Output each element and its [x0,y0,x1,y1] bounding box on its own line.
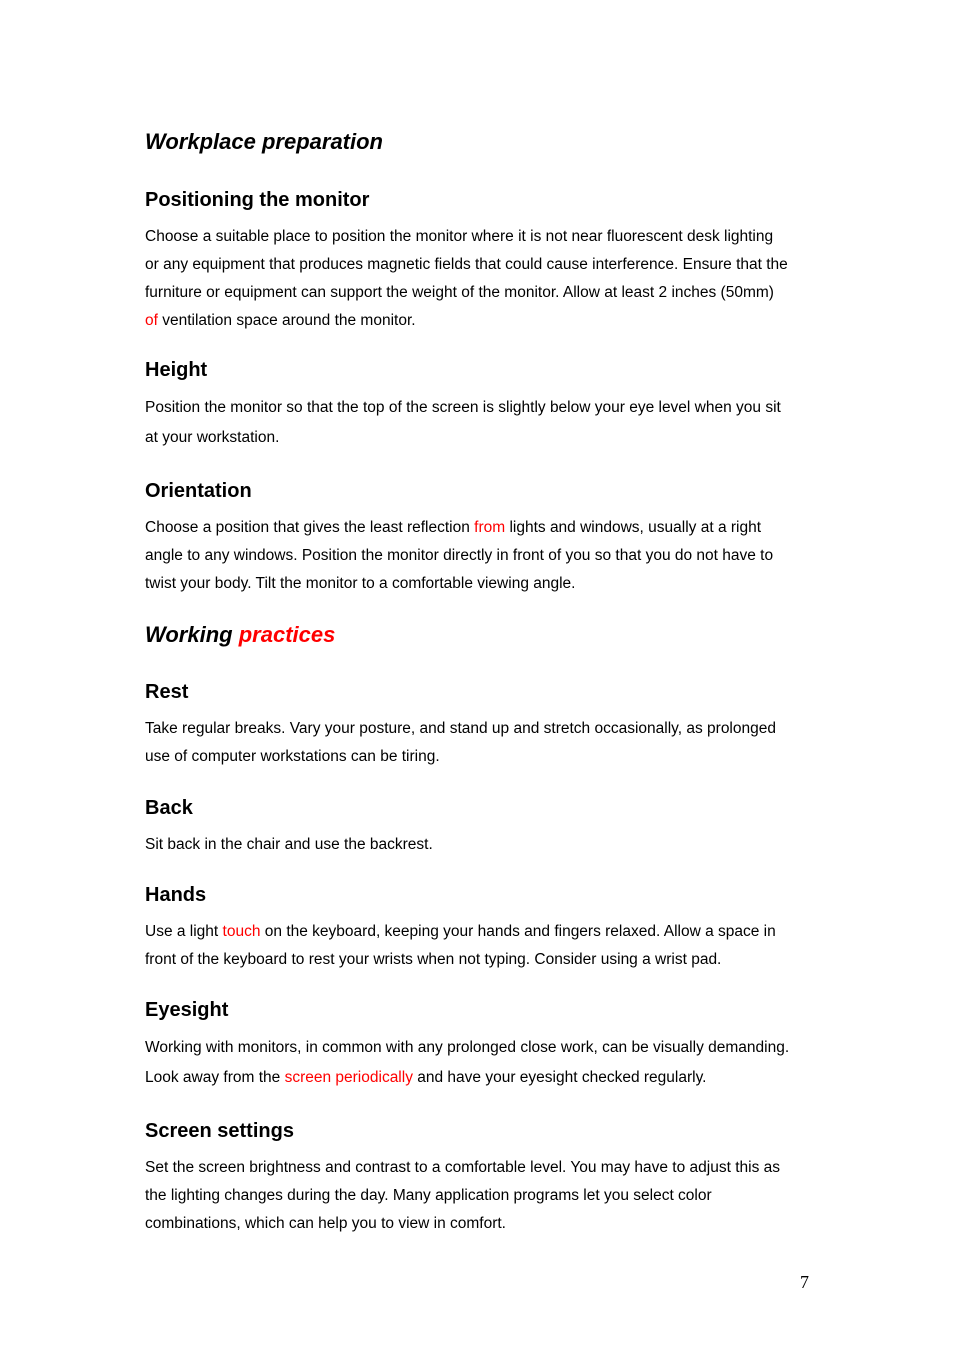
subheading-text: Orientation [145,480,252,502]
heading-rest [145,680,825,704]
paragraph-height [145,394,825,452]
paragraph-line: Sit back in the chair and use the backrest. [145,836,433,853]
subheading-text: Positioning the monitor [145,189,370,211]
paragraph-positioning [145,223,825,335]
highlighted-word: of [145,312,158,329]
paragraph-line: twist your body. Tilt the monitor to a comfortable viewing angle. [145,575,576,592]
line-text: Use a light [145,923,223,940]
section-title-working-practices [145,622,825,648]
paragraph-orientation [145,514,825,598]
heading-positioning-the-monitor [145,188,825,212]
paragraph-rest [145,715,825,771]
subheading-text: Rest [145,681,189,703]
page-number: 7 [800,1272,809,1292]
subheading-text: Height [145,359,208,381]
paragraph-line: angle to any windows. Position the monitor directly in front of you so that you do not have to [145,547,774,564]
heading-height [145,358,825,382]
paragraph-line: the lighting changes during the day. Many application programs let you select color [145,1187,712,1204]
paragraph-line: furniture or equipment can support the weight of the monitor. Allow at least 2 inches (50mm) [145,284,774,301]
highlighted-word: touch [222,923,261,940]
heading-screen-settings [145,1119,825,1143]
heading-back [145,796,825,820]
paragraph-line: front of the keyboard to rest your wrists when not typing. Consider using a wrist pad. [145,951,722,968]
paragraph-line: or any equipment that produces magnetic fields that could cause interference. Ensure that the [145,256,788,273]
paragraph-line: Choose a suitable place to position the monitor where it is not near fluorescent desk lighting [145,228,774,245]
line-text: Choose a position that gives the least reflection [145,519,475,536]
line-text: and have your eyesight checked regularly. [412,1069,707,1086]
paragraph-line: at your workstation. [145,429,280,446]
paragraph-line: Set the screen brightness and contrast to a comfortable level. You may have to adjust this as [145,1159,781,1176]
paragraph-line [145,307,825,335]
line-text: on the keyboard, keeping your hands and fingers relaxed. Allow a space in [260,923,776,940]
paragraph-back [145,831,825,859]
highlighted-word: from [474,519,506,536]
line-text: lights and windows, usually at a right [505,519,762,536]
paragraph-hands [145,918,825,974]
paragraph-line [145,1064,825,1092]
paragraph-eyesight [145,1034,825,1092]
paragraph-line [145,918,825,946]
line-text: Look away from the [145,1069,285,1086]
paragraph-screen-settings [145,1154,825,1238]
highlighted-word: practices [238,622,336,647]
section-title-text: Workplace preparation [145,129,383,154]
section-title-workplace-preparation [145,129,825,155]
paragraph-line: Working with monitors, in common with any prolonged close work, can be visually demanding. [145,1039,790,1056]
highlighted-word: screen periodically [284,1069,413,1086]
subheading-text: Hands [145,884,207,906]
heading-orientation [145,479,825,503]
paragraph-line: use of computer workstations can be tiring. [145,748,440,765]
subheading-text: Back [145,797,193,819]
paragraph-line [145,514,825,542]
paragraph-line: Take regular breaks. Vary your posture, and stand up and stretch occasionally, as prolonged [145,720,776,737]
subheading-text: Screen settings [145,1120,294,1142]
paragraph-line: Position the monitor so that the top of the screen is slightly below your eye level when you sit [145,399,781,416]
section-title-text: Working [145,622,239,647]
heading-eyesight [145,998,825,1022]
subheading-text: Eyesight [145,999,229,1021]
line-text: ventilation space around the monitor. [157,312,416,329]
heading-hands [145,883,825,907]
paragraph-line: combinations, which can help you to view in comfort. [145,1215,506,1232]
